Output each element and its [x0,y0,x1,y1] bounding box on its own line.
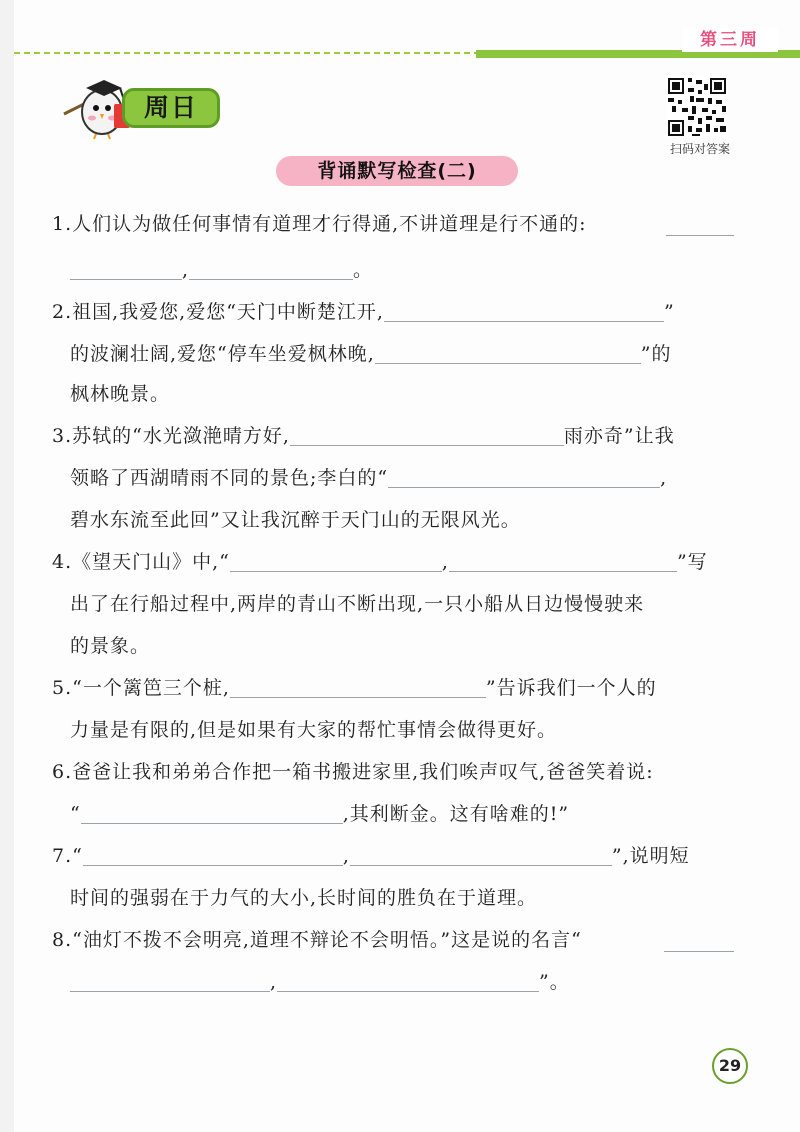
question-1-line-2: , 。 [70,256,373,284]
question-3-line-3: 碧水东流至此回”又让我沉醉于天门山的无限风光。 [70,509,521,531]
q2-blank-1[interactable] [384,299,664,322]
question-4-line-2: 出了在行船过程中,两岸的青山不断出现,一只小船从日边慢慢驶来 [70,593,645,615]
q4-blank-1[interactable] [230,549,442,572]
question-7: 7.“ , ”,说明短 [52,845,690,867]
q8-blank-1a[interactable] [664,951,734,952]
question-7-line-2: 时间的强弱在于力气的大小,长时间的胜负在于道理。 [70,887,538,909]
qr-code-icon [666,76,728,138]
q1-blank-1a[interactable] [666,235,734,236]
q2-blank-2[interactable] [375,341,641,364]
section-title: 背诵默写检查(二) [276,156,518,186]
question-5-line-2: 力量是有限的,但是如果有大家的帮忙事情会做得更好。 [70,719,558,741]
question-3: 3.苏轼的“水光潋滟晴方好, 雨亦奇”让我 [52,425,675,447]
question-2-line-2: 的波澜壮阔,爱您“停车坐爱枫林晚, ”的 [70,343,672,365]
question-4-line-3: 的景象。 [70,635,151,657]
q8-blank-1b[interactable] [70,969,270,992]
question-1: 1.人们认为做任何事情有道理才行得通,不讲道理是行不通的: [52,213,587,235]
q7-blank-2[interactable] [350,843,612,866]
q4-blank-2[interactable] [449,549,677,572]
q1-blank-1b[interactable] [70,257,182,280]
question-8-line-2: , ”。 [70,968,570,996]
question-2: 2.祖国,我爱您,爱您“天门中断楚江开, ” [52,301,675,323]
question-5: 5.“一个篱笆三个桩, ”告诉我们一个人的 [52,677,657,699]
week-label: 第三周 [682,28,778,52]
q1-blank-2[interactable] [189,257,353,280]
question-6-line-2: “ ,其利断金。这有啥难的!” [70,803,570,825]
worksheet-page [14,0,800,1132]
page-left-edge [0,0,14,1132]
q6-blank-1[interactable] [81,801,343,824]
q5-blank-1[interactable] [230,675,486,698]
q3-blank-2[interactable] [388,465,660,488]
question-4: 4.《望天门山》中,“ , ”写 [52,551,708,573]
q7-blank-1[interactable] [83,843,343,866]
question-8: 8.“油灯不拨不会明亮,道理不辩论不会明悟。”这是说的名言“ [52,929,582,951]
page-number: 29 [712,1048,748,1084]
qr-caption: 扫码对答案 [669,142,730,156]
day-badge: 周日 [122,88,220,128]
question-3-line-2: 领略了西湖晴雨不同的景色;李白的“ , [70,467,668,489]
question-2-line-3: 枫林晚景。 [70,383,171,405]
q8-blank-2[interactable] [277,969,539,992]
q3-blank-1[interactable] [290,423,564,446]
question-6: 6.爸爸让我和弟弟合作把一箱书搬进家里,我们唉声叹气,爸爸笑着说: [52,761,654,783]
